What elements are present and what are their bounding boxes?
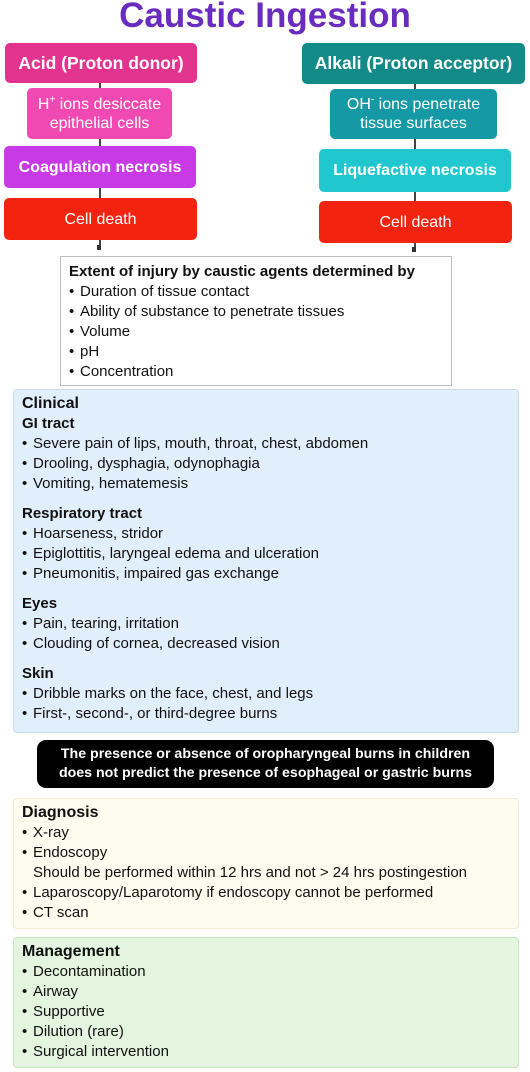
warning-line-1: The presence or absence of oropharyngeal burns in children xyxy=(60,746,471,762)
extent-item: • pH xyxy=(69,342,443,362)
diagnosis-title: Diagnosis xyxy=(22,804,99,821)
management-item: • Surgical intervention xyxy=(22,1042,510,1062)
extent-item: • Ability of substance to penetrate tissues xyxy=(69,302,443,322)
alkali-arrow-head xyxy=(412,247,416,252)
clinical-item: • First-, second-, or third-degree burns xyxy=(22,704,510,724)
alkali-header: Alkali (Proton acceptor) xyxy=(302,43,525,84)
diagnosis-item: • Endoscopy xyxy=(22,843,510,863)
alkali-mechanism-prefix: OH xyxy=(346,96,371,113)
diagnosis-item: • CT scan xyxy=(22,903,510,923)
management-item: • Decontamination xyxy=(22,962,510,982)
extent-list xyxy=(69,282,443,382)
warning-line-2: does not predict the presence of esophageal or gastric burns xyxy=(58,765,473,781)
alkali-necrosis-box: Liquefactive necrosis xyxy=(319,149,511,192)
alkali-cell-death-box: Cell death xyxy=(319,201,512,243)
clinical-panel xyxy=(13,389,519,733)
diagnosis-list xyxy=(22,883,510,923)
acid-header: Acid (Proton donor) xyxy=(5,43,197,83)
management-list xyxy=(22,962,510,1062)
clinical-item: • Hoarseness, stridor xyxy=(22,524,510,544)
extent-item: • Duration of tissue contact xyxy=(69,282,443,302)
diagnosis-item: • Laparoscopy/Laparotomy if endoscopy cannot be performed xyxy=(22,883,510,903)
extent-item: • Concentration xyxy=(69,362,443,382)
endoscopy-note: Should be performed within 12 hrs and not > 24 hrs postingestion xyxy=(33,864,468,881)
clinical-item: • Drooling, dysphagia, odynophagia xyxy=(22,454,510,474)
clinical-item: • Dribble marks on the face, chest, and legs xyxy=(22,684,510,704)
acid-mechanism-line1: ions desiccate xyxy=(55,95,162,113)
clinical-section-heading: Eyes xyxy=(22,595,58,612)
alkali-mechanism-sup: - xyxy=(370,94,375,106)
alkali-connector-3 xyxy=(414,192,416,201)
acid-mechanism-line2: epithelial cells xyxy=(49,114,150,132)
acid-mechanism-sup: + xyxy=(49,94,56,106)
acid-cell-death-box: Cell death xyxy=(4,198,197,240)
clinical-item: • Pain, tearing, irritation xyxy=(22,614,510,634)
clinical-title: Clinical xyxy=(22,395,79,412)
acid-mechanism-box xyxy=(27,88,172,139)
diagnosis-list xyxy=(22,823,510,863)
extent-of-injury-box xyxy=(60,256,452,386)
alkali-mechanism-box xyxy=(330,89,497,139)
page-title: Caustic Ingestion xyxy=(119,0,411,35)
alkali-mechanism-line1: ions penetrate xyxy=(374,96,481,113)
warning-banner xyxy=(37,740,494,788)
clinical-list xyxy=(22,684,510,724)
alkali-mechanism-line2: tissue surfaces xyxy=(360,115,467,132)
acid-mechanism-prefix: H xyxy=(37,95,50,113)
clinical-item: • Epiglottitis, laryngeal edema and ulceration xyxy=(22,544,510,564)
clinical-list xyxy=(22,614,510,654)
clinical-section-heading: GI tract xyxy=(22,415,75,432)
management-item: • Airway xyxy=(22,982,510,1002)
clinical-item: • Vomiting, hematemesis xyxy=(22,474,510,494)
acid-arrow-head xyxy=(97,245,101,250)
clinical-list xyxy=(22,434,510,494)
alkali-connector-2 xyxy=(414,139,416,149)
management-title: Management xyxy=(22,943,120,960)
acid-connector-2 xyxy=(99,139,101,146)
clinical-section-heading: Respiratory tract xyxy=(22,505,143,522)
clinical-item: • Pneumonitis, impaired gas exchange xyxy=(22,564,510,584)
clinical-item: • Severe pain of lips, mouth, throat, chest, abdomen xyxy=(22,434,510,454)
management-item: • Supportive xyxy=(22,1002,510,1022)
diagnosis-item: • X-ray xyxy=(22,823,510,843)
acid-connector-3 xyxy=(99,188,101,198)
extent-title: Extent of injury by caustic agents determined by xyxy=(69,263,415,280)
clinical-section-heading: Skin xyxy=(22,665,54,682)
management-panel xyxy=(13,937,519,1068)
management-item: • Dilution (rare) xyxy=(22,1022,510,1042)
clinical-list xyxy=(22,524,510,584)
clinical-item: • Clouding of cornea, decreased vision xyxy=(22,634,510,654)
acid-necrosis-box: Coagulation necrosis xyxy=(4,146,196,188)
extent-item: • Volume xyxy=(69,322,443,342)
diagnosis-panel xyxy=(13,798,519,929)
